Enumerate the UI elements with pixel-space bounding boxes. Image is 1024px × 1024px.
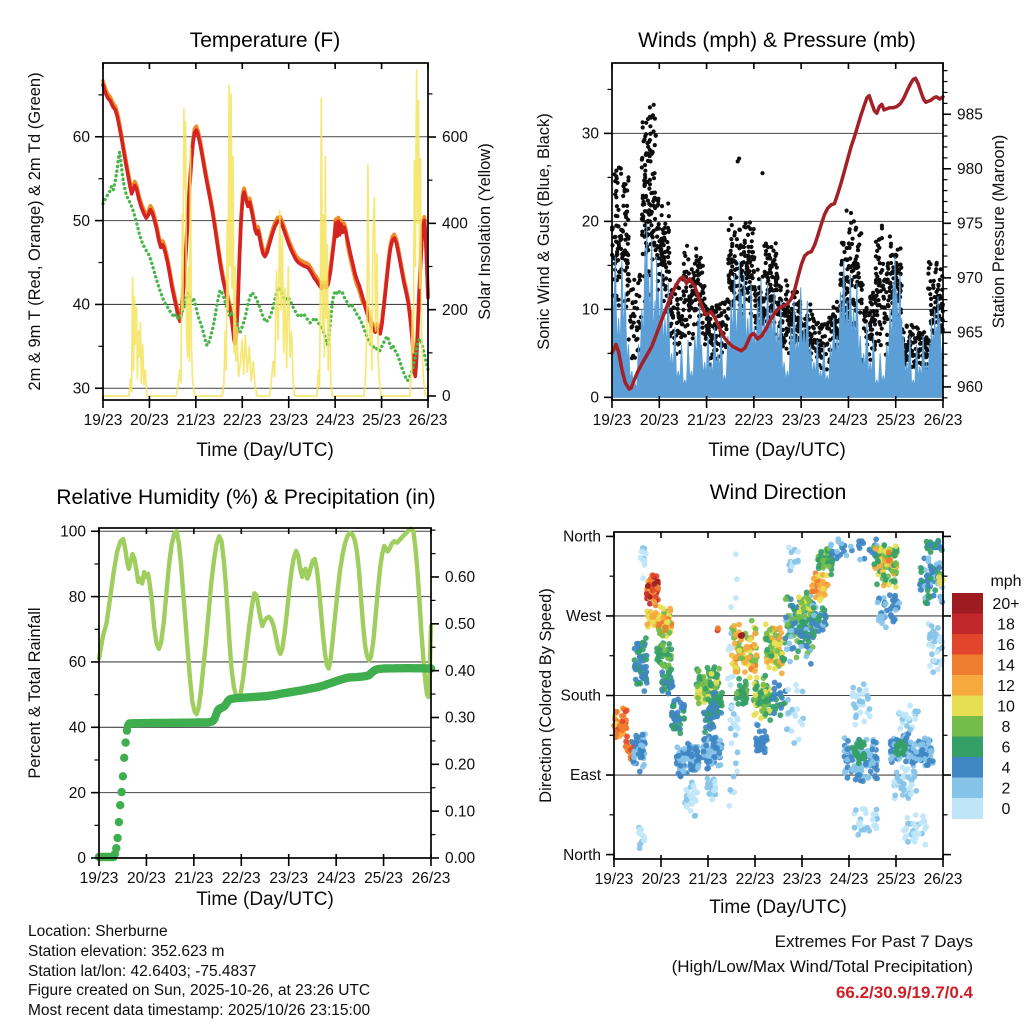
right-axis-title: Station Pressure (Maroon) [990,134,1008,329]
panel-rh-precip [26,486,476,910]
y-tick-label: 40 [68,719,86,737]
x-tick-label: 25/23 [876,871,916,888]
legend-label: 6 [1001,739,1011,757]
legend-swatch [952,716,983,737]
legend-label: 8 [1001,718,1011,736]
legend-label: 20+ [992,595,1020,613]
x-tick-label: 24/23 [316,870,356,887]
relative-humidity-lightgreen [99,529,431,715]
y-tick-label: 975 [957,215,983,233]
extremes-values: 66.2/30.9/19.7/0.4 [835,982,973,1002]
y-tick-label: West [565,608,601,626]
x-tick-label: 26/23 [411,870,451,887]
legend-swatch [952,757,983,778]
y-tick-label: 0.20 [445,756,476,774]
y-tick-label: 10 [581,301,599,319]
left-axis-title: Direction (Colored By Speed) [537,588,555,803]
x-axis [84,63,448,461]
y-tick-label: South [560,687,601,705]
x-tick-label: 20/23 [639,412,679,429]
legend-title: mph [990,573,1022,590]
y-tick-label: 0 [590,389,599,407]
y-tick-label: 30 [581,125,599,143]
left-axis [535,89,612,406]
x-axis-title: Time (Day/UTC) [708,440,846,461]
left-axis-title: 2m & 9m T (Red, Orange) & 2m Td (Green) [26,72,44,391]
panel-title: Relative Humidity (%) & Precipitation (in) [56,486,436,509]
x-tick-label: 20/23 [641,871,681,888]
station-location: Location: Sherburne [28,923,168,940]
legend-label: 2 [1001,780,1011,798]
left-axis-title: Percent & Total Rainfall [26,607,44,779]
x-tick-label: 23/23 [781,412,821,429]
panel-title: Temperature (F) [189,29,341,52]
legend-label: 18 [997,616,1015,634]
left-axis [26,523,99,867]
station-latlon: Station lat/lon: 42.6403; -75.4837 [28,962,257,980]
y-tick-label: 960 [957,379,983,397]
x-axis-title: Time (Day/UTC) [709,897,847,918]
dewpoint-2m-green [103,152,428,381]
x-tick-label: 26/23 [923,871,963,888]
y-tick-label: 0.00 [445,850,476,868]
extremes-subtitle: (High/Low/Max Wind/Total Precipitation) [671,957,973,977]
x-tick-label: 19/23 [594,871,634,888]
y-tick-label: 200 [442,301,468,319]
x-tick-label: 22/23 [734,412,774,429]
solar-insolation-yellow [103,70,428,396]
x-tick-label: 24/23 [829,871,869,888]
x-tick-label: 21/23 [174,870,214,887]
panel-wind-direction [537,481,1022,918]
legend-swatch [952,655,983,676]
x-tick-label: 21/23 [687,412,726,429]
x-tick-label: 22/23 [735,871,775,888]
x-tick-label: 22/23 [222,412,262,429]
y-tick-label: 0 [442,388,451,406]
y-tick-label: North [563,528,601,546]
panel-title: Wind Direction [709,481,847,504]
x-tick-label: 23/23 [269,412,309,429]
y-tick-label: 40 [72,296,90,314]
y-tick-label: 100 [60,523,86,541]
x-axis [80,528,451,910]
station-info [28,922,370,1021]
x-tick-label: 22/23 [221,870,261,887]
left-axis [26,72,103,397]
x-tick-label: 26/23 [408,412,448,429]
y-tick-label: 400 [442,215,468,233]
legend-label: 16 [997,636,1015,654]
x-axis-title: Time (Day/UTC) [196,889,334,910]
y-tick-label: 60 [68,654,86,672]
y-tick-label: 20 [581,213,599,231]
y-tick-label: North [563,846,601,864]
y-tick-label: 80 [68,588,86,606]
x-tick-label: 20/23 [130,412,169,429]
legend-label: 0 [1001,800,1011,818]
panel-temperature [26,29,494,461]
legend-swatch [952,634,983,655]
right-axis [943,71,1008,398]
x-tick-label: 23/23 [782,871,822,888]
y-tick-label: 0.10 [445,803,476,821]
x-tick-label: 23/23 [269,870,309,887]
temp-2m-red [103,85,428,377]
y-tick-label: 50 [72,212,90,230]
legend-swatch [952,675,983,696]
station-elevation: Station elevation: 352.623 m [28,942,225,960]
figure-created: Figure created on Sun, 2025-10-26, at 23:26 UTC [28,982,371,1000]
x-tick-label: 26/23 [923,412,963,429]
x-tick-label: 21/23 [688,871,728,888]
panel-winds-pressure [535,29,1008,461]
y-tick-label: 980 [957,160,983,178]
y-tick-label: 0 [77,850,86,868]
legend-swatch [952,798,983,819]
legend-label: 14 [997,657,1015,675]
left-axis-title: Sonic Wind & Gust (Blue, Black) [535,113,553,350]
data-timestamp: Most recent data timestamp: 2025/10/26 23:15:00 [28,1002,371,1020]
y-tick-label: 970 [957,270,983,288]
x-tick-label: 24/23 [829,412,868,429]
legend-swatch [952,696,983,717]
legend-swatch [952,778,983,799]
y-tick-label: 0.60 [445,569,476,587]
x-tick-label: 25/23 [364,870,403,887]
y-tick-label: 965 [957,324,983,342]
right-axis-title: Solar Insolation (Yellow) [476,143,494,320]
x-tick-label: 19/23 [83,412,123,429]
x-tick-label: 25/23 [362,412,401,429]
legend-label: 4 [1001,759,1011,777]
x-axis-title: Time (Day/UTC) [196,440,334,461]
y-tick-label: 20 [68,784,86,802]
extremes-title: Extremes For Past 7 Days [774,932,973,951]
x-tick-label: 20/23 [127,870,166,887]
right-axis [431,530,476,867]
x-tick-label: 24/23 [315,412,355,429]
y-tick-label: 0.50 [445,616,476,634]
x-tick-label: 25/23 [876,412,916,429]
y-tick-label: 0.30 [445,709,476,727]
legend-swatch [952,593,983,614]
x-tick-label: 19/23 [592,412,632,429]
extremes-block [672,929,973,1005]
y-tick-label: East [569,767,601,785]
y-tick-label: 0.40 [445,662,476,680]
y-tick-label: 600 [442,129,468,147]
panel-title: Winds (mph) & Pressure (mb) [638,29,916,52]
right-axis [428,94,494,405]
wind-direction-dots [611,536,946,851]
legend-label: 10 [997,698,1015,716]
x-tick-label: 21/23 [176,412,216,429]
speed-legend [952,573,1022,819]
y-tick-label: 60 [72,128,90,146]
y-tick-label: 30 [72,380,90,398]
y-tick-label: 985 [957,106,983,124]
legend-swatch [952,614,983,635]
rainfall-cumulative-green [95,664,435,861]
legend-label: 12 [997,677,1015,695]
x-tick-label: 19/23 [79,870,119,887]
legend-swatch [952,737,983,758]
